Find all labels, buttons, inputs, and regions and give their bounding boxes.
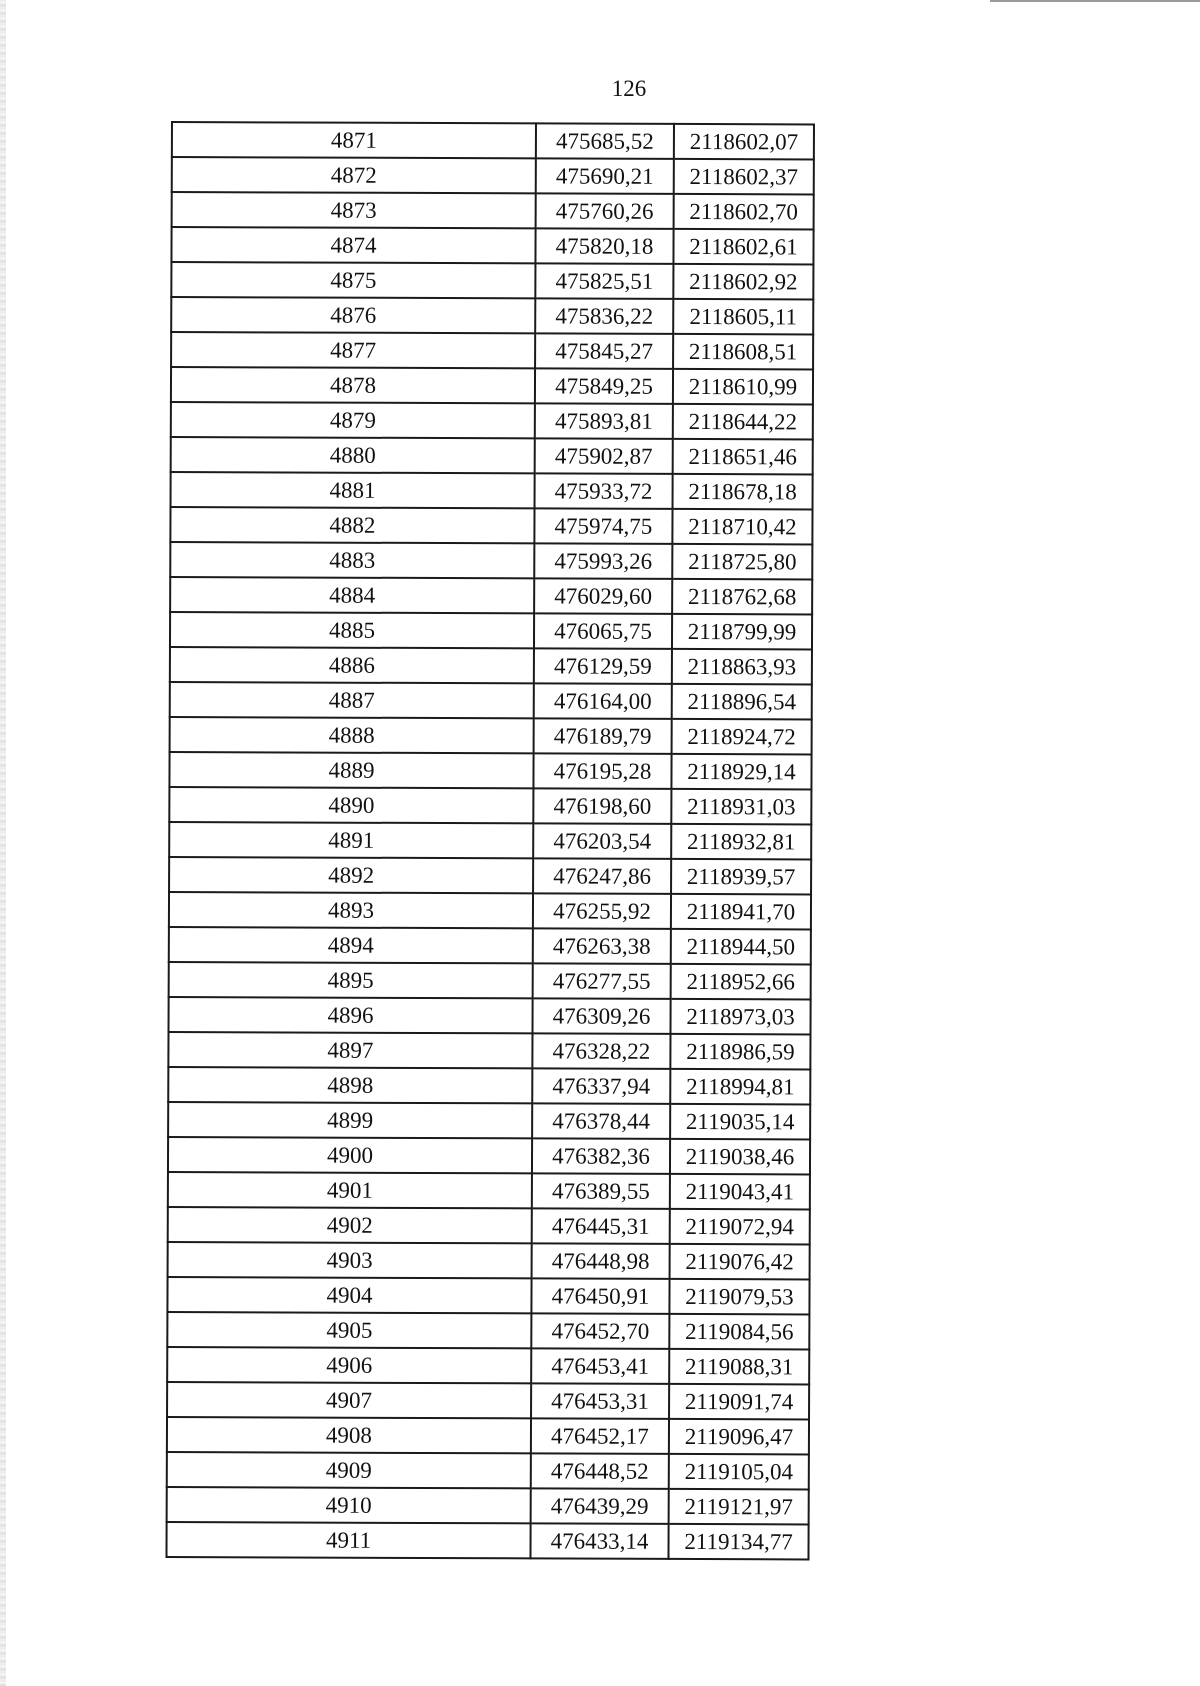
point-number-cell: 4890 xyxy=(169,787,533,823)
y-coordinate-cell: 2119091,74 xyxy=(669,1384,809,1420)
y-coordinate-cell: 2118939,57 xyxy=(671,859,811,895)
y-coordinate-cell: 2118941,70 xyxy=(671,894,811,930)
y-coordinate-cell: 2118952,66 xyxy=(671,964,811,1000)
y-coordinate-cell: 2119105,04 xyxy=(669,1454,809,1490)
x-coordinate-cell: 476277,55 xyxy=(533,963,671,999)
y-coordinate-cell: 2118932,81 xyxy=(671,824,811,860)
x-coordinate-cell: 476065,75 xyxy=(534,613,672,649)
top-rule xyxy=(990,0,1200,2)
x-coordinate-cell: 476445,31 xyxy=(532,1208,670,1244)
y-coordinate-cell: 2119096,47 xyxy=(669,1419,809,1455)
table-row xyxy=(168,1137,810,1174)
point-number-cell: 4877 xyxy=(171,332,535,368)
point-number-cell: 4899 xyxy=(168,1102,532,1138)
point-number-cell: 4908 xyxy=(167,1417,531,1453)
table-row xyxy=(172,122,814,159)
point-number-cell: 4903 xyxy=(168,1242,532,1278)
point-number-cell: 4898 xyxy=(168,1067,532,1103)
table-row xyxy=(171,472,813,509)
point-number-cell: 4872 xyxy=(172,157,536,193)
page-number: 126 xyxy=(611,76,647,101)
point-number-cell: 4876 xyxy=(171,297,535,333)
table-row xyxy=(168,1242,810,1279)
x-coordinate-cell: 476378,44 xyxy=(532,1103,670,1139)
table-row xyxy=(167,1452,809,1489)
point-number-cell: 4871 xyxy=(172,122,536,158)
x-coordinate-cell: 476198,60 xyxy=(533,788,671,824)
table-row xyxy=(170,577,812,614)
table-row xyxy=(171,437,813,474)
coordinates-table xyxy=(165,121,815,1560)
y-coordinate-cell: 2118602,37 xyxy=(674,159,814,195)
point-number-cell: 4880 xyxy=(171,437,535,473)
y-coordinate-cell: 2118994,81 xyxy=(670,1069,810,1105)
y-coordinate-cell: 2119072,94 xyxy=(670,1209,810,1245)
x-coordinate-cell: 476255,92 xyxy=(533,893,671,929)
table-row xyxy=(171,227,813,264)
x-coordinate-cell: 476337,94 xyxy=(532,1068,670,1104)
x-coordinate-cell: 476389,55 xyxy=(532,1173,670,1209)
point-number-cell: 4886 xyxy=(170,647,534,683)
table-row xyxy=(167,1417,809,1454)
y-coordinate-cell: 2119038,46 xyxy=(670,1139,810,1175)
point-number-cell: 4882 xyxy=(170,507,534,543)
point-number-cell: 4881 xyxy=(171,472,535,508)
x-coordinate-cell: 475893,81 xyxy=(535,403,673,439)
y-coordinate-cell: 2119076,42 xyxy=(670,1244,810,1280)
table-row xyxy=(170,647,812,684)
y-coordinate-cell: 2119084,56 xyxy=(669,1314,809,1350)
point-number-cell: 4892 xyxy=(169,857,533,893)
point-number-cell: 4888 xyxy=(170,717,534,753)
y-coordinate-cell: 2118651,46 xyxy=(673,439,813,475)
point-number-cell: 4909 xyxy=(167,1452,531,1488)
x-coordinate-cell: 476433,14 xyxy=(530,1523,668,1559)
x-coordinate-cell: 476448,52 xyxy=(531,1453,669,1489)
x-coordinate-cell: 476382,36 xyxy=(532,1138,670,1174)
x-coordinate-cell: 475820,18 xyxy=(535,228,673,264)
y-coordinate-cell: 2118924,72 xyxy=(672,719,812,755)
table-row xyxy=(167,1347,809,1384)
x-coordinate-cell: 476129,59 xyxy=(534,648,672,684)
y-coordinate-cell: 2118602,07 xyxy=(674,124,814,160)
y-coordinate-cell: 2118644,22 xyxy=(673,404,813,440)
point-number-cell: 4911 xyxy=(166,1522,530,1558)
y-coordinate-cell: 2119121,97 xyxy=(669,1489,809,1525)
point-number-cell: 4902 xyxy=(168,1207,532,1243)
x-coordinate-cell: 475993,26 xyxy=(534,543,672,579)
point-number-cell: 4901 xyxy=(168,1172,532,1208)
y-coordinate-cell: 2118944,50 xyxy=(671,929,811,965)
table-row xyxy=(168,1207,810,1244)
y-coordinate-cell: 2118725,80 xyxy=(672,544,812,580)
y-coordinate-cell: 2118929,14 xyxy=(671,754,811,790)
table-row xyxy=(169,787,811,824)
table-row xyxy=(168,1172,810,1209)
y-coordinate-cell: 2118610,99 xyxy=(673,369,813,405)
x-coordinate-cell: 476439,29 xyxy=(531,1488,669,1524)
table-row xyxy=(168,1102,810,1139)
y-coordinate-cell: 2118678,18 xyxy=(673,474,813,510)
table-row xyxy=(169,822,811,859)
point-number-cell: 4879 xyxy=(171,402,535,438)
x-coordinate-cell: 475836,22 xyxy=(535,298,673,334)
x-coordinate-cell: 476029,60 xyxy=(534,578,672,614)
table-row xyxy=(167,1277,809,1314)
table-row xyxy=(170,507,812,544)
y-coordinate-cell: 2118973,03 xyxy=(670,999,810,1035)
x-coordinate-cell: 475902,87 xyxy=(535,438,673,474)
point-number-cell: 4905 xyxy=(167,1312,531,1348)
x-coordinate-cell: 476195,28 xyxy=(533,753,671,789)
y-coordinate-cell: 2118710,42 xyxy=(672,509,812,545)
x-coordinate-cell: 476309,26 xyxy=(532,998,670,1034)
point-number-cell: 4887 xyxy=(170,682,534,718)
x-coordinate-cell: 476164,00 xyxy=(534,683,672,719)
y-coordinate-cell: 2118931,03 xyxy=(671,789,811,825)
table-row xyxy=(172,192,814,229)
x-coordinate-cell: 476452,70 xyxy=(531,1313,669,1349)
point-number-cell: 4873 xyxy=(172,192,536,228)
table-row xyxy=(169,997,811,1034)
point-number-cell: 4889 xyxy=(169,752,533,788)
table-row xyxy=(167,1487,809,1524)
point-number-cell: 4910 xyxy=(167,1487,531,1523)
x-coordinate-cell: 475760,26 xyxy=(536,193,674,229)
point-number-cell: 4904 xyxy=(167,1277,531,1313)
point-number-cell: 4893 xyxy=(169,892,533,928)
point-number-cell: 4874 xyxy=(171,227,535,263)
table-row xyxy=(171,297,813,334)
table-row xyxy=(172,157,814,194)
x-coordinate-cell: 476453,31 xyxy=(531,1383,669,1419)
table-row xyxy=(171,332,813,369)
table-row xyxy=(170,682,812,719)
table-row xyxy=(171,402,813,439)
x-coordinate-cell: 476452,17 xyxy=(531,1418,669,1454)
table-row xyxy=(170,612,812,649)
table-row xyxy=(169,857,811,894)
y-coordinate-cell: 2118602,61 xyxy=(673,229,813,265)
point-number-cell: 4894 xyxy=(169,927,533,963)
x-coordinate-cell: 475685,52 xyxy=(536,123,674,159)
y-coordinate-cell: 2118762,68 xyxy=(672,579,812,615)
x-coordinate-cell: 476247,86 xyxy=(533,858,671,894)
table-row xyxy=(167,1382,809,1419)
y-coordinate-cell: 2119088,31 xyxy=(669,1349,809,1385)
table-row xyxy=(171,262,813,299)
x-coordinate-cell: 476203,54 xyxy=(533,823,671,859)
table-row xyxy=(169,927,811,964)
scan-edge xyxy=(0,0,6,1686)
y-coordinate-cell: 2118608,51 xyxy=(673,334,813,370)
table-row xyxy=(171,367,813,404)
y-coordinate-cell: 2118986,59 xyxy=(670,1034,810,1070)
point-number-cell: 4895 xyxy=(169,962,533,998)
x-coordinate-cell: 475849,25 xyxy=(535,368,673,404)
table-row xyxy=(167,1312,809,1349)
x-coordinate-cell: 475825,51 xyxy=(535,263,673,299)
x-coordinate-cell: 475974,75 xyxy=(534,508,672,544)
y-coordinate-cell: 2118602,70 xyxy=(674,194,814,230)
table-row xyxy=(170,542,812,579)
x-coordinate-cell: 476328,22 xyxy=(532,1033,670,1069)
x-coordinate-cell: 475933,72 xyxy=(535,473,673,509)
table-row xyxy=(168,1067,810,1104)
table-row xyxy=(170,717,812,754)
point-number-cell: 4906 xyxy=(167,1347,531,1383)
y-coordinate-cell: 2118863,93 xyxy=(672,649,812,685)
table-row xyxy=(169,752,811,789)
table-row xyxy=(168,1032,810,1069)
table-row xyxy=(169,962,811,999)
y-coordinate-cell: 2118896,54 xyxy=(672,684,812,720)
y-coordinate-cell: 2118799,99 xyxy=(672,614,812,650)
y-coordinate-cell: 2119043,41 xyxy=(670,1174,810,1210)
y-coordinate-cell: 2119035,14 xyxy=(670,1104,810,1140)
table-row xyxy=(166,1522,808,1559)
coordinates-table-body xyxy=(166,122,814,1559)
point-number-cell: 4878 xyxy=(171,367,535,403)
x-coordinate-cell: 476448,98 xyxy=(532,1243,670,1279)
x-coordinate-cell: 475845,27 xyxy=(535,333,673,369)
point-number-cell: 4897 xyxy=(168,1032,532,1068)
y-coordinate-cell: 2118605,11 xyxy=(673,299,813,335)
point-number-cell: 4907 xyxy=(167,1382,531,1418)
x-coordinate-cell: 476453,41 xyxy=(531,1348,669,1384)
x-coordinate-cell: 476263,38 xyxy=(533,928,671,964)
point-number-cell: 4885 xyxy=(170,612,534,648)
point-number-cell: 4891 xyxy=(169,822,533,858)
y-coordinate-cell: 2119134,77 xyxy=(668,1524,808,1560)
x-coordinate-cell: 476450,91 xyxy=(531,1278,669,1314)
point-number-cell: 4884 xyxy=(170,577,534,613)
point-number-cell: 4900 xyxy=(168,1137,532,1173)
point-number-cell: 4875 xyxy=(171,262,535,298)
table-row xyxy=(169,892,811,929)
point-number-cell: 4883 xyxy=(170,542,534,578)
x-coordinate-cell: 476189,79 xyxy=(534,718,672,754)
y-coordinate-cell: 2118602,92 xyxy=(673,264,813,300)
y-coordinate-cell: 2119079,53 xyxy=(669,1279,809,1315)
x-coordinate-cell: 475690,21 xyxy=(536,158,674,194)
point-number-cell: 4896 xyxy=(169,997,533,1033)
